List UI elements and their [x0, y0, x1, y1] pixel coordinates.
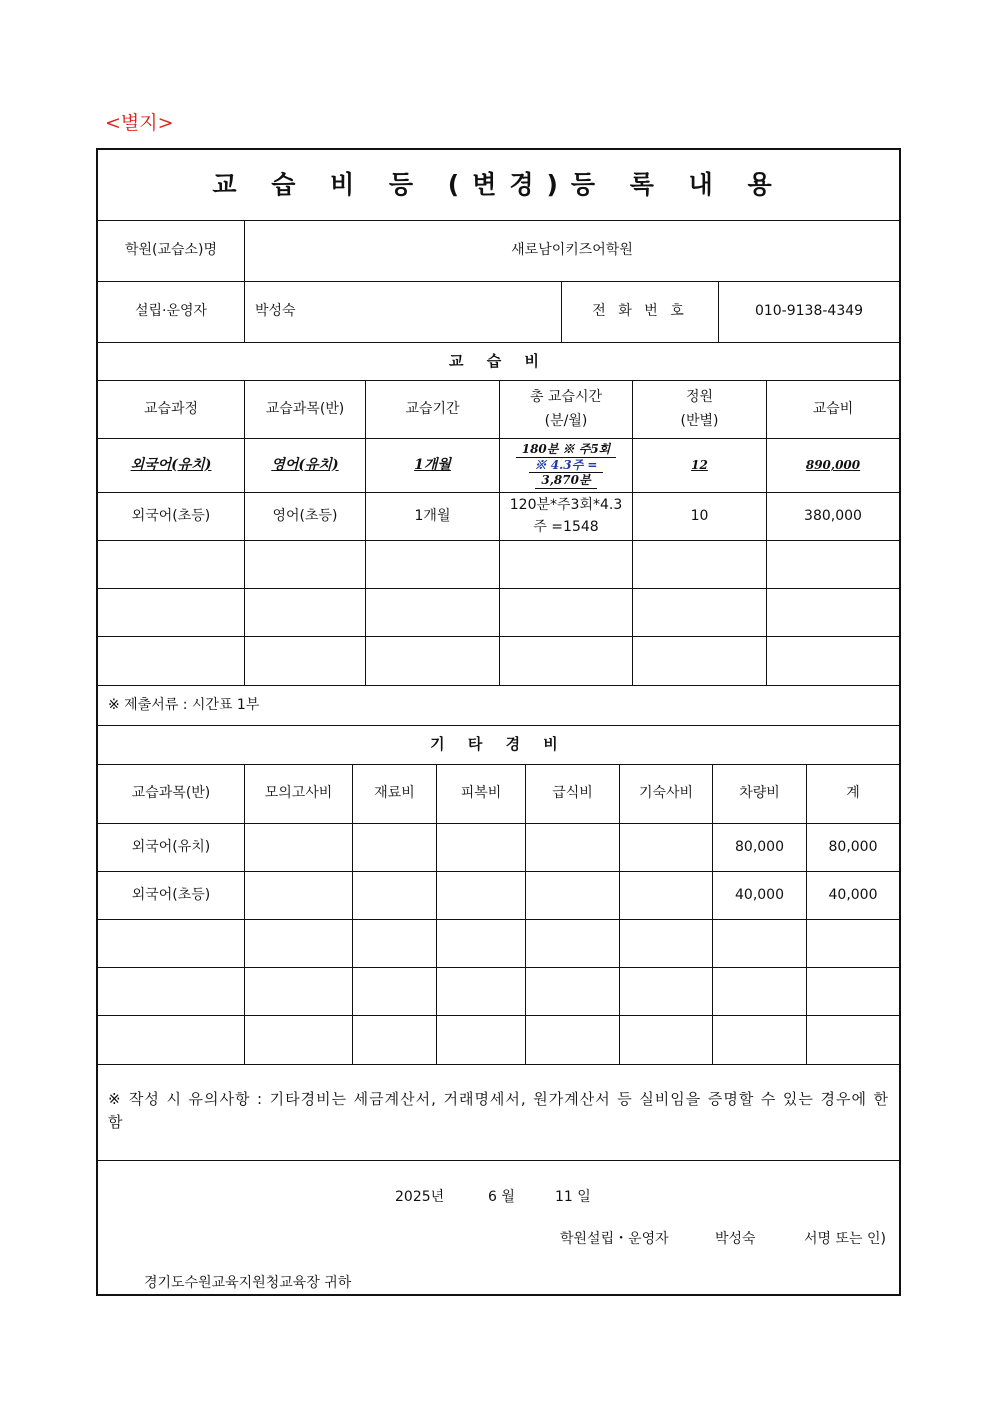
tuition-time-line2: ※ 4.3주 = — [529, 458, 604, 473]
empty-cell — [352, 920, 436, 967]
empty-cell — [98, 1016, 244, 1064]
date-month: 6 월 — [488, 1189, 515, 1205]
tuition-fee: 890,000 — [766, 439, 899, 492]
empty-cell — [619, 920, 712, 967]
signature-label: 학원설립・운영자 — [560, 1231, 669, 1247]
title-row — [98, 150, 899, 221]
empty-cell — [619, 968, 712, 1015]
tuition-empty-row — [98, 589, 899, 637]
oh-meal: 급식비 — [525, 765, 619, 823]
oh-clothing: 피복비 — [436, 765, 525, 823]
empty-cell — [766, 589, 899, 636]
other-header-row — [98, 765, 899, 824]
oh-dormitory: 기숙사비 — [619, 765, 712, 823]
empty-cell — [712, 968, 806, 1015]
empty-cell — [352, 824, 436, 871]
empty-cell — [806, 1016, 899, 1064]
academy-row — [98, 221, 899, 282]
th-total-time-l1: 총 교습시간 — [529, 388, 603, 405]
empty-cell — [244, 589, 365, 636]
th-course: 교습과정 — [143, 400, 199, 417]
documents-note: ※ 제출서류 : 시간표 1부 — [108, 696, 260, 713]
empty-cell — [766, 541, 899, 588]
empty-cell — [98, 589, 244, 636]
signature-placeholder: 서명 또는 인) — [804, 1231, 886, 1247]
empty-cell — [619, 872, 712, 919]
empty-cell — [352, 968, 436, 1015]
tuition-time-line2: 주 =1548 — [533, 518, 599, 535]
other-subject: 외국어(초등) — [131, 886, 211, 903]
empty-cell — [244, 920, 352, 967]
date-year: 2025년 — [395, 1189, 445, 1205]
empty-cell — [436, 824, 525, 871]
empty-cell — [632, 541, 766, 588]
empty-cell — [499, 541, 632, 588]
caution-row — [98, 1065, 899, 1161]
empty-cell — [806, 920, 899, 967]
phone-number: 010-9138-4349 — [718, 282, 899, 342]
signature-area — [98, 1161, 899, 1294]
academy-name: 새로남이키즈어학원 — [244, 221, 899, 281]
empty-cell — [436, 968, 525, 1015]
other-total: 40,000 — [806, 872, 899, 919]
th-subject: 교습과목(반) — [244, 381, 365, 438]
tuition-time-line1: 120분*주3회*4.3 — [509, 496, 623, 513]
documents-note-row — [98, 686, 899, 726]
th-capacity — [632, 381, 766, 438]
tuition-course: 외국어(유치) — [130, 456, 212, 473]
tuition-section-row — [98, 343, 899, 381]
empty-cell — [244, 872, 352, 919]
form-title: 교 습 비 등 (변경)등 록 내 용 — [212, 169, 785, 199]
oh-mock-exam: 모의고사비 — [244, 765, 352, 823]
th-fee: 교습비 — [766, 381, 899, 438]
empty-cell — [712, 1016, 806, 1064]
tuition-time-line3: 3,870분 — [535, 473, 596, 488]
empty-cell — [525, 872, 619, 919]
other-empty-row — [98, 1016, 899, 1065]
other-vehicle: 80,000 — [712, 824, 806, 871]
other-section-row — [98, 726, 899, 765]
empty-cell — [525, 920, 619, 967]
oh-vehicle: 차량비 — [712, 765, 806, 823]
empty-cell — [436, 920, 525, 967]
other-row — [98, 872, 899, 920]
phone-label: 전 화 번 호 — [561, 282, 718, 342]
caution-note: ※ 작성 시 유의사항 : 기타경비는 세금계산서, 거래명세서, 원가계산서 등 실비임을 증명할 수 있는 경우에 한함 — [108, 1090, 889, 1132]
tuition-subject: 영어(유치) — [244, 439, 365, 492]
empty-cell — [712, 920, 806, 967]
empty-cell — [244, 824, 352, 871]
empty-cell — [632, 589, 766, 636]
empty-cell — [98, 637, 244, 685]
founder-row — [98, 282, 899, 343]
empty-cell — [436, 1016, 525, 1064]
empty-cell — [619, 824, 712, 871]
empty-cell — [244, 541, 365, 588]
oh-subject: 교습과목(반) — [131, 785, 211, 802]
empty-cell — [632, 637, 766, 685]
tuition-capacity: 12 — [632, 439, 766, 492]
tuition-subject: 영어(초등) — [244, 493, 365, 540]
empty-cell — [352, 1016, 436, 1064]
other-row — [98, 824, 899, 872]
other-total: 80,000 — [806, 824, 899, 871]
other-empty-row — [98, 968, 899, 1016]
empty-cell — [525, 824, 619, 871]
empty-cell — [244, 1016, 352, 1064]
founder-name: 박성숙 — [244, 282, 561, 342]
tuition-time-line1: 180분 ※ 주5회 — [516, 442, 617, 457]
empty-cell — [98, 968, 244, 1015]
empty-cell — [365, 541, 499, 588]
other-vehicle: 40,000 — [712, 872, 806, 919]
other-subject: 외국어(유치) — [131, 838, 211, 855]
empty-cell — [365, 637, 499, 685]
empty-cell — [499, 637, 632, 685]
tuition-fee: 380,000 — [766, 493, 899, 540]
empty-cell — [525, 1016, 619, 1064]
other-empty-row — [98, 920, 899, 968]
founder-label: 설립·운영자 — [134, 303, 208, 320]
tuition-empty-row — [98, 541, 899, 589]
empty-cell — [436, 872, 525, 919]
th-total-time-l2: (분/월) — [544, 412, 588, 429]
academy-label: 학원(교습소)명 — [124, 242, 218, 259]
empty-cell — [619, 1016, 712, 1064]
th-period: 교습기간 — [365, 381, 499, 438]
th-capacity-l1: 정원 — [685, 388, 714, 405]
tuition-row — [98, 493, 899, 541]
tuition-empty-row — [98, 637, 899, 686]
oh-total: 계 — [806, 765, 899, 823]
tuition-header-row — [98, 381, 899, 439]
tuition-section-title: 교 습 비 — [449, 351, 548, 370]
registration-form — [96, 148, 901, 1296]
th-capacity-l2: (반별) — [680, 412, 719, 429]
other-section-title: 기 타 경 비 — [430, 735, 567, 754]
tuition-capacity: 10 — [632, 493, 766, 540]
tuition-row — [98, 439, 899, 493]
empty-cell — [525, 968, 619, 1015]
tuition-total-time — [499, 493, 632, 540]
empty-cell — [806, 968, 899, 1015]
empty-cell — [98, 541, 244, 588]
annex-label: <별지> — [105, 112, 174, 134]
tuition-total-time — [499, 439, 632, 492]
th-total-time — [499, 381, 632, 438]
empty-cell — [244, 968, 352, 1015]
empty-cell — [365, 589, 499, 636]
date-day: 11 일 — [555, 1189, 591, 1205]
recipient: 경기도수원교육지원청교육장 귀하 — [144, 1275, 352, 1291]
oh-material: 재료비 — [352, 765, 436, 823]
empty-cell — [499, 589, 632, 636]
empty-cell — [98, 920, 244, 967]
tuition-course: 외국어(초등) — [131, 507, 211, 524]
signature-name: 박성숙 — [715, 1231, 756, 1247]
empty-cell — [766, 637, 899, 685]
empty-cell — [352, 872, 436, 919]
empty-cell — [244, 637, 365, 685]
tuition-period: 1개월 — [365, 439, 499, 492]
tuition-period: 1개월 — [365, 493, 499, 540]
